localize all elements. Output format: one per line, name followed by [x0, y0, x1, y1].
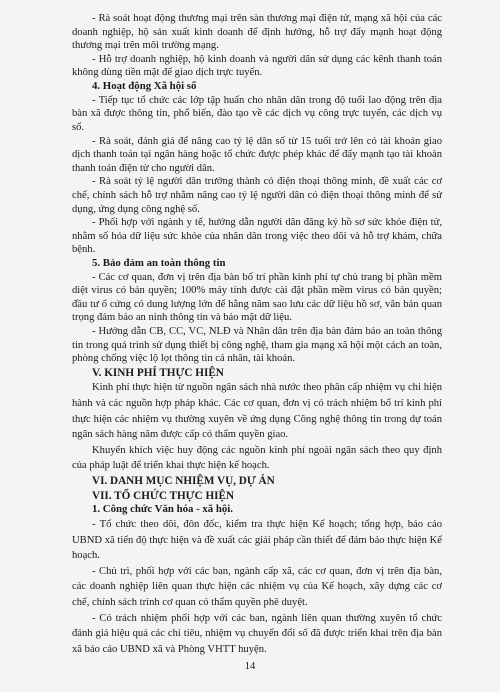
paragraph: - Rà soát tỷ lệ người dân trưởng thành có điện thoại thông minh, đề xuất các cơ chế, chính sách hỗ trợ nhằm nâng cao tỷ lệ người dân có điện thoại thông minh để sử dụng, ứng dụng công nghệ số. [72, 176, 442, 215]
section-heading-vi: VI. DANH MỤC NHIỆM VỤ, DỰ ÁN [92, 475, 275, 487]
paragraph: - Hướng dẫn CB, CC, VC, NLĐ và Nhân dân trên địa bàn đảm bảo an toàn thông tin trong quá trình sử dụng thiết bị công nghệ, tham gia mạng xã hội một cách an toàn, phòng chống việc lộ lọt thông tin cá nhân, tài khoản. [72, 326, 442, 365]
paragraph: - Phối hợp với ngành y tế, hướng dẫn người dân đăng ký hồ sơ sức khỏe điện tử, nhằm số hóa dữ liệu sức khỏe của nhân dân trong việc theo dõi và hỗ trợ khám, chữa bệnh. [72, 217, 442, 256]
paragraph: - Rà soát, đánh giá để nâng cao tỷ lệ dân số từ 15 tuổi trở lên có tài khoản giao dịch thanh toán tại ngân hàng hoặc tổ chức được phép khác để đẩy mạnh tạo tài khoản thanh toán điện tử cho người dân. [72, 135, 442, 174]
paragraph: - Có trách nhiệm phối hợp với các ban, ngành liên quan thường xuyên tổ chức đánh giá hiệu quả các chỉ tiêu, nhiệm vụ chuyển đổi số đã được triển khai trên địa bàn xã báo cáo UBND xã và Phòng VHTT huyện. [72, 612, 442, 655]
section-v [72, 366, 442, 474]
page-number: 14 [244, 661, 256, 672]
section-heading-vii: VII. TỔ CHỨC THỰC HIỆN [92, 489, 235, 502]
paragraph: - Tiếp tục tổ chức các lớp tập huấn cho nhân dân trong độ tuổi lao động trên địa bàn xã được thông tin, phổ biến, đào tạo về các dịch vụ công trực tuyến, các dịch vụ số. [72, 94, 442, 133]
subsection-heading-1: 1. Công chức Văn hóa - xã hội. [92, 503, 233, 516]
section-vii-body [72, 517, 442, 657]
paragraph: - Tổ chức theo dõi, đôn đốc, kiểm tra thực hiện Kế hoạch; tổng hợp, báo cáo UBND xã tiến độ thực hiện và đề xuất các giải pháp cần thiết để đảm bảo thực hiện Kế hoạch. [72, 518, 442, 562]
section-heading-v: V. KINH PHÍ THỰC HIỆN [92, 366, 224, 379]
paragraph: Khuyến khích việc huy động các nguồn kinh phí ngoài ngân sách theo quy định của pháp luật để triển khai thực hiện kế hoạch. [72, 444, 442, 472]
paragraph: - Rà soát hoạt động thương mại trên sàn thương mại điện tử, mạng xã hội của các doanh nghiệp, hộ sản xuất kinh doanh để định hướng, hỗ trợ đẩy mạnh hoạt động thương mại trên môi trường mạng. [72, 13, 442, 52]
section-heading-4: 4. Hoạt động Xã hội số [92, 79, 197, 92]
paragraph: Kinh phí thực hiện từ nguồn ngân sách nhà nước theo phân cấp nhiệm vụ chi hiện hành và các nguồn hợp pháp khác. Các cơ quan, đơn vị có trách nhiệm bố trí kinh phí thực hiện các nhiệm vụ thường xuyên về ứng dụng Công nghệ thông tin trong dự toán ngân sách hàng năm được cấp có thẩm quyền giao. [72, 382, 442, 441]
paragraph: - Chủ trì, phối hợp với các ban, ngành cấp xã, các cơ quan, đơn vị trên địa bàn, các doanh nghiệp liên quan thực hiện các nhiệm vụ của Kế hoạch, xây dựng các cơ chế, chính sách trình cơ quan có thẩm quyền phê duyệt. [72, 565, 442, 608]
paragraph: - Các cơ quan, đơn vị trên địa bàn bố trí phần kinh phí tự chủ trang bị phần mềm diệt virus có bản quyền; 100% máy tính được cài đặt phần mềm virus có bản quyền; đầu tư ổ cứng có dung lượng lớn để hằng năm sao lưu các dữ liệu hồ sơ, văn bản quan trọng đảm bảo an ninh thông tin và bảo mật dữ liệu. [72, 271, 442, 324]
section-heading-5: 5. Bảo đảm an toàn thông tin [92, 256, 226, 269]
paragraph: - Hỗ trợ doanh nghiệp, hộ kinh doanh và người dân sử dụng các kênh thanh toán không dùng tiền mặt để giao dịch trực tuyến. [72, 53, 442, 79]
